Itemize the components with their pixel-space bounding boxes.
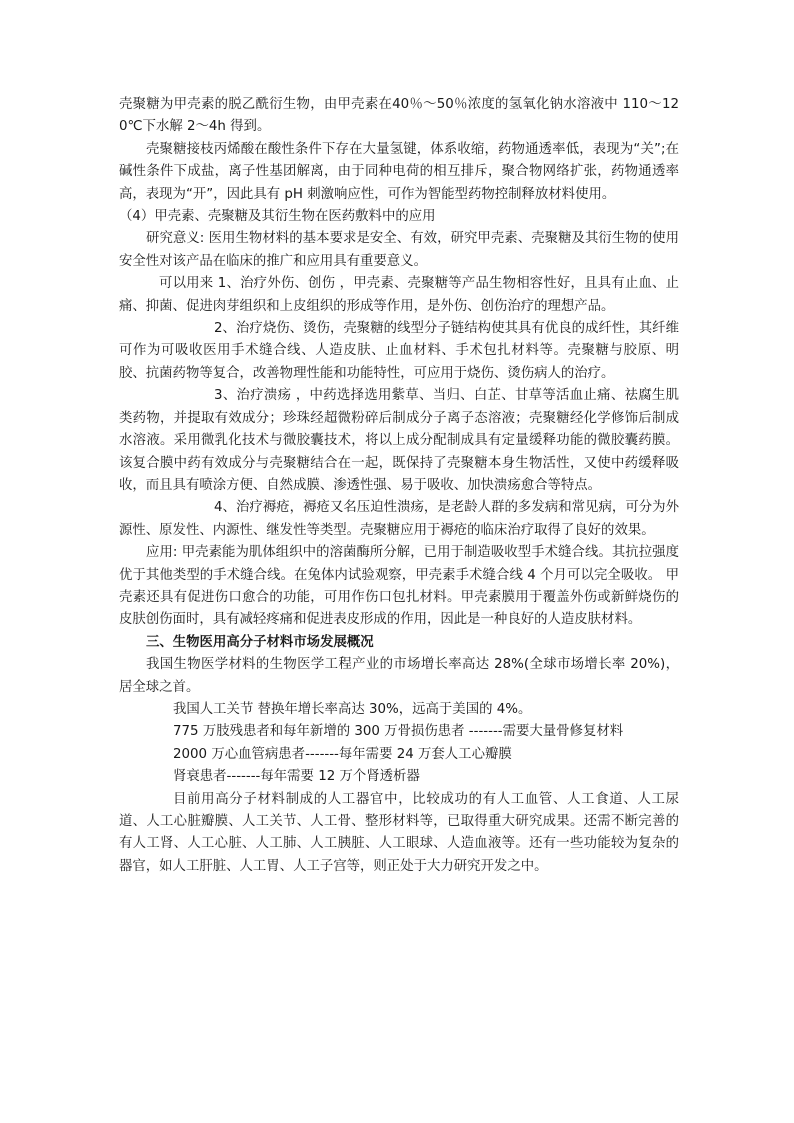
document-body — [119, 94, 679, 878]
paragraph-chitosan-definition: 壳聚糖为甲壳素的脱乙酰衍生物，由甲壳素在40％～50％浓度的氢氧化钠水溶液中 110～120℃下水解 2～4h 得到。 — [119, 97, 679, 135]
paragraph-research-significance: 研究意义: 医用生物材料的基本要求是安全、有效，研究甲壳素、壳聚糖及其衍生物的使用安全性对该产品在临床的推广和应用具有重要意义。 — [119, 231, 679, 269]
section-heading-dressing: （4）甲壳素、壳聚糖及其衍生物在医药敷料中的应用 — [119, 209, 436, 225]
paragraph-market-growth: 我国生物医学材料的生物医学工程产业的市场增长率高达 28%(全球市场增长率 20%)，居全球之首。 — [119, 657, 679, 695]
paragraph-treat-ulcers: 3、治疗溃疡 ，中药选择选用紫草、当归、白芷、甘草等活血止痛、祛腐生肌类药物，并提取有效成分；珍珠经超微粉碎后制成分子离子态溶液；壳聚糖经化学修饰后制成水溶液。采用微乳化技术与微胶囊技术，将以上成分配制成具有定量缓释功能的微胶囊药膜。该复合膜中药有效成分与壳聚糖结合在一起，既保持了壳聚糖本身生物活性，又使中药缓释吸收，而且具有喷涂方便、自然成膜、渗透性强、易于吸收、加快溃疡愈合等特点。 — [119, 388, 679, 493]
paragraph-treat-burns: 2、治疗烧伤、烫伤，壳聚糖的线型分子链结构使其具有优良的成纤性，其纤维可作为可吸收医用手术缝合线、人造皮肤、止血材料、手术包扎材料等。壳聚糖与胶原、明胶、抗菌药物等复合，改善物理性能和功能特性，可应用于烧伤、烫伤病人的治疗。 — [119, 321, 679, 381]
paragraph-dialyzers: 肾衰患者-------每年需要 12 万个肾透析器 — [173, 769, 420, 785]
paragraph-treat-bedsores: 4、治疗褥疮，褥疮又名压迫性溃疡，是老龄人群的多发病和常见病，可分为外源性、原发性、内源性、继发性等类型。壳聚糖应用于褥疮的临床治疗取得了良好的效果。 — [119, 500, 679, 538]
paragraph-ph-responsive: 壳聚糖接枝丙烯酸在酸性条件下存在大量氢键，体系收缩，药物通透率低，表现为“关”;在碱性条件下成盐，离子性基团解离，由于同种电荷的相互排斥，聚合物网络扩张，药物通透率高，表现为“开”，因此具有 pH 刺激响应性，可作为智能型药物控制释放材料使用。 — [119, 141, 679, 202]
paragraph-artificial-joints: 我国人工关节 替换年增长率高达 30%，远高于美国的 4%。 — [173, 701, 532, 717]
paragraph-applications: 应用: 甲壳素能为肌体组织中的溶菌酶所分解，已用于制造吸收型手术缝合线。其抗拉强度优于其他类型的手术缝合线。在兔体内试验观察，甲壳素手术缝合线 4 个月可以完全吸收。 甲壳素还具有促进伤口愈合的功能，可用作伤口包扎材料。甲壳素膜用于覆盖外伤或新鲜烧伤的皮肤创伤面时，具有减轻疼痛和促进表皮形成的作用，因此是一种良好的人造皮肤材料。 — [119, 545, 679, 628]
paragraph-heart-valves: 2000 万心血管病患者-------每年需要 24 万套人工心瓣膜 — [173, 746, 512, 762]
section-heading-market: 三、生物医用高分子材料市场发展概况 — [146, 634, 374, 650]
paragraph-bone-repair: 775 万肢残患者和每年新增的 300 万骨损伤患者 -------需要大量骨修复材料 — [173, 724, 624, 740]
paragraph-artificial-organs: 目前用高分子材料制成的人工器官中，比较成功的有人工血管、人工食道、人工尿道、人工心脏瓣膜、人工关节、人工骨、整形材料等，已取得重大研究成果。还需不断完善的有人工肾、人工心脏、人工肺、人工胰脏、人工眼球、人造血液等。还有一些功能较为复杂的器官，如人工肝脏、人工胃、人工子宫等，则正处于大力研究开发之中。 — [119, 791, 679, 874]
paragraph-treat-wounds: 可以用来 1、治疗外伤、创伤 ，甲壳素、壳聚糖等产品生物相容性好，且具有止血、止痛、抑菌、促进肉芽组织和上皮组织的形成等作用，是外伤、创伤治疗的理想产品。 — [119, 276, 679, 314]
